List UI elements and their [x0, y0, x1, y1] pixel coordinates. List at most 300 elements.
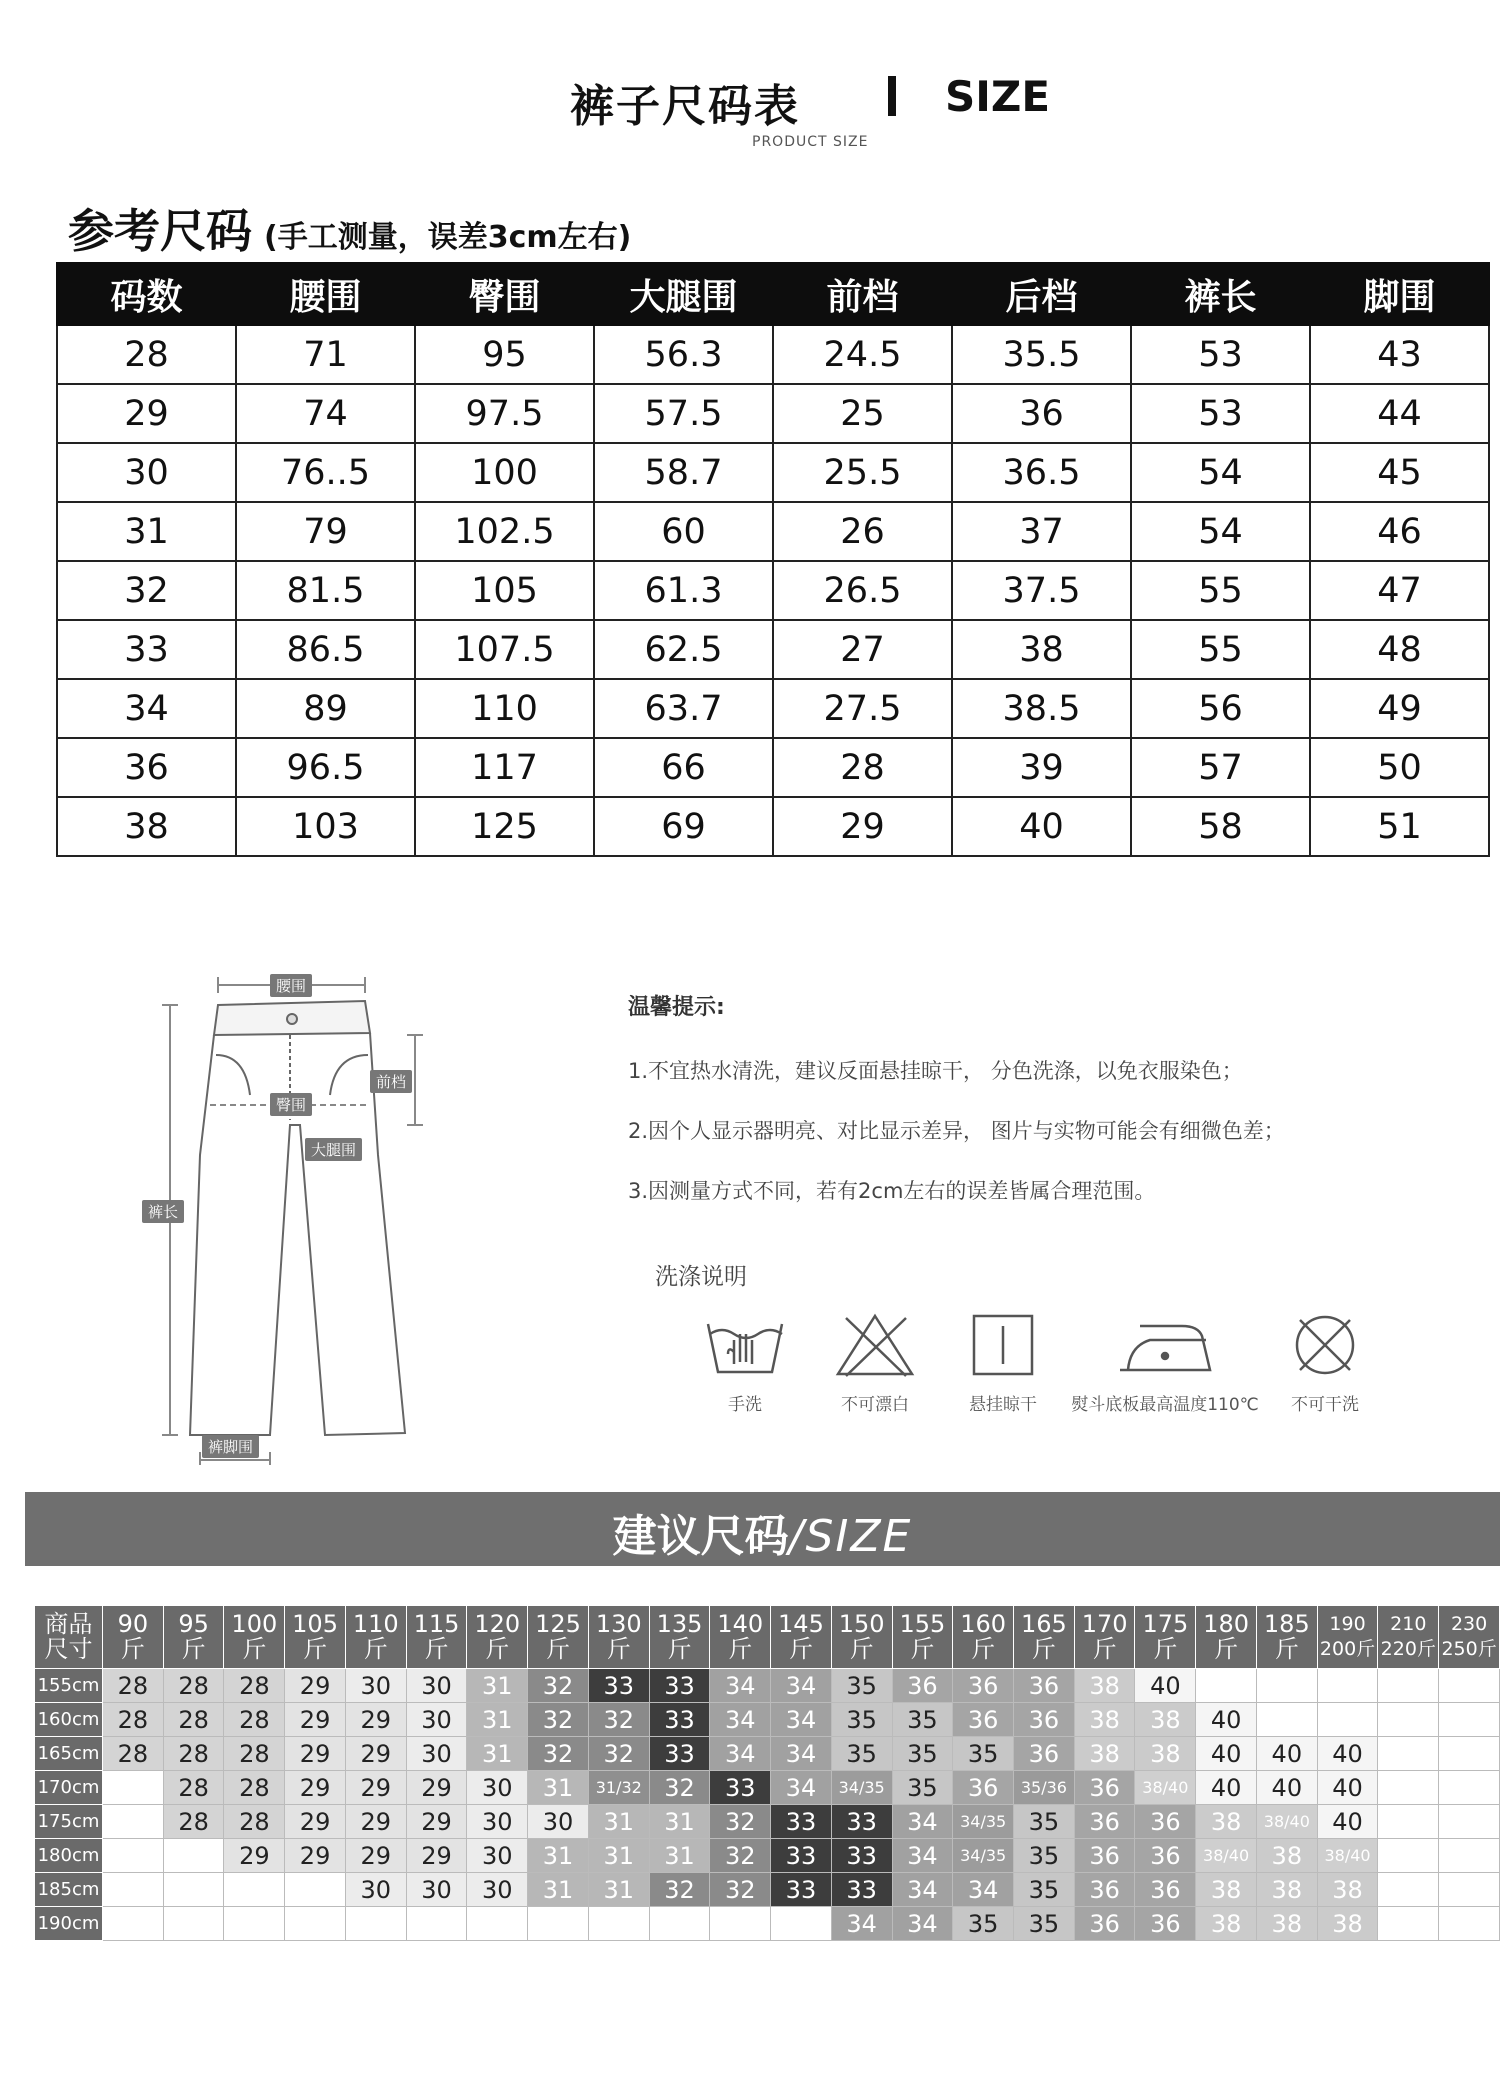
height-label: 175cm [35, 1805, 103, 1839]
table-cell: 57.5 [594, 384, 773, 443]
table-cell: 76..5 [236, 443, 415, 502]
weight-value: 210 [1390, 1613, 1427, 1635]
reference-note: (手工测量，误差3cm左右) [264, 220, 632, 255]
size-cell: 34 [771, 1669, 832, 1703]
table-cell: 29 [773, 797, 952, 856]
size-cell [103, 1907, 164, 1941]
weight-unit: 斤 [728, 1635, 753, 1663]
size-cell: 40 [1317, 1737, 1378, 1771]
care-item-no-dry-clean [1240, 1310, 1410, 1415]
size-cell: 28 [163, 1703, 224, 1737]
size-cell: 35 [1014, 1907, 1075, 1941]
table-cell: 55 [1131, 561, 1310, 620]
front-rise-label: 前档 [370, 1070, 412, 1093]
size-cell: 29 [345, 1771, 406, 1805]
size-cell: 38 [1317, 1873, 1378, 1907]
weight-unit: 斤 [181, 1635, 206, 1663]
size-cell: 29 [345, 1737, 406, 1771]
weight-unit: 斤 [606, 1635, 631, 1663]
table-cell: 58.7 [594, 443, 773, 502]
size-cell: 36 [1074, 1839, 1135, 1873]
weight-unit: 斤 [363, 1635, 388, 1663]
table-cell: 33 [57, 620, 236, 679]
height-row [35, 1873, 1500, 1907]
table-cell: 60 [594, 502, 773, 561]
size-cell: 32 [649, 1873, 710, 1907]
weight-column-header [1317, 1606, 1378, 1669]
page-header [0, 62, 1500, 150]
pants-measurement-diagram [130, 955, 460, 1465]
size-cell: 40 [1196, 1771, 1257, 1805]
size-cell: 30 [406, 1737, 467, 1771]
table-cell: 69 [594, 797, 773, 856]
size-cell [1317, 1703, 1378, 1737]
weight-unit: 220斤 [1380, 1638, 1436, 1660]
weight-header-row [35, 1606, 1500, 1669]
weight-column-header [892, 1606, 953, 1669]
size-cell: 29 [285, 1737, 346, 1771]
size-cell [1317, 1669, 1378, 1703]
height-row [35, 1703, 1500, 1737]
size-cell: 33 [771, 1839, 832, 1873]
size-cell: 29 [345, 1703, 406, 1737]
size-cell [1439, 1737, 1500, 1771]
weight-column-header [831, 1606, 892, 1669]
size-cell: 33 [710, 1771, 771, 1805]
tips-title: 温馨提示: [628, 995, 725, 1020]
size-cell [103, 1805, 164, 1839]
size-cell: 34 [710, 1737, 771, 1771]
size-cell: 31 [528, 1873, 589, 1907]
weight-unit: 斤 [546, 1635, 570, 1663]
column-header: 臀围 [415, 263, 594, 325]
size-cell: 32 [528, 1703, 589, 1737]
weight-value: 170 [1081, 1610, 1128, 1638]
size-cell [1439, 1839, 1500, 1873]
size-cell: 34 [831, 1907, 892, 1941]
thigh-label: 大腿围 [305, 1138, 362, 1161]
table-cell: 24.5 [773, 325, 952, 384]
size-cell: 40 [1317, 1771, 1378, 1805]
table-cell: 63.7 [594, 679, 773, 738]
column-header: 裤长 [1131, 263, 1310, 325]
weight-value: 130 [595, 1610, 642, 1638]
column-header: 大腿围 [594, 263, 773, 325]
corner-label: 商品 [44, 1610, 93, 1638]
tip-line: 3.因测量方式不同，若有2cm左右的误差皆属合理范围。 [628, 1179, 1156, 1203]
size-cell: 38 [1196, 1907, 1257, 1941]
size-cell [1439, 1873, 1500, 1907]
size-cell [163, 1907, 224, 1941]
size-cell: 31 [588, 1805, 649, 1839]
hang-dry-icon [958, 1310, 1048, 1380]
page-title: 裤子尺码表 [570, 81, 800, 132]
weight-value: 165 [1020, 1610, 1067, 1638]
size-cell [1378, 1805, 1439, 1839]
size-cell: 29 [345, 1805, 406, 1839]
weight-value: 90 [117, 1610, 149, 1638]
weight-column-header [1378, 1606, 1439, 1669]
suggest-banner [25, 1492, 1500, 1566]
weight-value: 120 [474, 1610, 521, 1638]
table-cell: 86.5 [236, 620, 415, 679]
height-label: 155cm [35, 1669, 103, 1703]
size-cell: 33 [771, 1873, 832, 1907]
size-cell: 32 [588, 1737, 649, 1771]
size-cell: 38 [1317, 1907, 1378, 1941]
table-cell: 61.3 [594, 561, 773, 620]
height-row [35, 1737, 1500, 1771]
weight-unit: 斤 [788, 1635, 813, 1663]
column-header: 码数 [57, 263, 236, 325]
hem-label: 裤脚围 [202, 1435, 259, 1458]
size-cell: 30 [528, 1805, 589, 1839]
weight-column-header [103, 1606, 164, 1669]
reference-table-body [57, 325, 1489, 856]
size-cell: 35 [892, 1771, 953, 1805]
size-cell: 31 [588, 1839, 649, 1873]
table-cell: 36 [952, 384, 1131, 443]
weight-unit: 斤 [1274, 1635, 1299, 1663]
size-cell [103, 1873, 164, 1907]
size-cell: 30 [406, 1703, 467, 1737]
size-cell: 29 [285, 1839, 346, 1873]
size-cell: 36 [1014, 1669, 1075, 1703]
weight-unit: 斤 [120, 1635, 145, 1663]
table-cell: 103 [236, 797, 415, 856]
weight-unit: 斤 [971, 1635, 996, 1663]
size-cell: 28 [103, 1669, 164, 1703]
size-cell: 34 [892, 1873, 953, 1907]
no-dry-clean-icon [1280, 1310, 1370, 1380]
table-cell: 97.5 [415, 384, 594, 443]
table-cell: 50 [1310, 738, 1489, 797]
size-cell [285, 1907, 346, 1941]
height-row [35, 1839, 1500, 1873]
table-cell: 49 [1310, 679, 1489, 738]
weight-column-header [1014, 1606, 1075, 1669]
weight-unit: 250斤 [1441, 1638, 1497, 1660]
weight-unit: 斤 [667, 1635, 692, 1663]
size-cell: 28 [103, 1737, 164, 1771]
height-row [35, 1907, 1500, 1941]
tip-line: 2.因个人显示器明亮、对比显示差异， 图片与实物可能会有细微色差； [628, 1119, 1285, 1143]
table-cell: 26.5 [773, 561, 952, 620]
size-cell [1196, 1669, 1257, 1703]
table-cell: 125 [415, 797, 594, 856]
table-cell: 54 [1131, 443, 1310, 502]
size-cell [103, 1839, 164, 1873]
table-cell: 57 [1131, 738, 1310, 797]
size-cell: 33 [831, 1873, 892, 1907]
size-cell: 29 [406, 1805, 467, 1839]
size-cell: 30 [406, 1669, 467, 1703]
size-cell: 36 [1135, 1873, 1196, 1907]
table-cell: 71 [236, 325, 415, 384]
weight-value: 95 [178, 1610, 209, 1638]
height-label: 160cm [35, 1703, 103, 1737]
size-cell [1439, 1669, 1500, 1703]
weight-unit: 斤 [485, 1635, 510, 1663]
table-cell: 27 [773, 620, 952, 679]
reference-heading [68, 195, 631, 261]
size-cell: 29 [285, 1703, 346, 1737]
size-cell: 34/35 [953, 1805, 1014, 1839]
size-cell [1378, 1771, 1439, 1805]
size-cell: 40 [1256, 1737, 1317, 1771]
size-cell: 32 [710, 1873, 771, 1907]
size-cell: 29 [406, 1771, 467, 1805]
table-cell: 27.5 [773, 679, 952, 738]
size-cell [1378, 1873, 1439, 1907]
size-cell: 29 [285, 1771, 346, 1805]
table-cell: 43 [1310, 325, 1489, 384]
size-cell: 35 [892, 1737, 953, 1771]
size-cell: 31 [467, 1737, 528, 1771]
size-cell: 31 [467, 1669, 528, 1703]
size-cell: 28 [163, 1737, 224, 1771]
table-cell: 81.5 [236, 561, 415, 620]
size-cell [1378, 1839, 1439, 1873]
size-cell: 40 [1256, 1771, 1317, 1805]
weight-value: 230 [1450, 1613, 1488, 1635]
suggested-size-grid [34, 1605, 1500, 1941]
size-cell: 40 [1135, 1669, 1196, 1703]
size-cell: 38 [1135, 1703, 1196, 1737]
size-cell: 35 [953, 1737, 1014, 1771]
table-cell: 47 [1310, 561, 1489, 620]
care-label: 不可漂白 [841, 1395, 909, 1415]
size-cell: 34 [771, 1771, 832, 1805]
weight-unit: 200斤 [1319, 1638, 1376, 1660]
weight-value: 185 [1263, 1610, 1310, 1638]
table-row [57, 502, 1489, 561]
weight-unit: 斤 [849, 1635, 874, 1663]
weight-column-header [1439, 1606, 1500, 1669]
size-cell [1439, 1703, 1500, 1737]
size-cell [285, 1873, 346, 1907]
weight-column-header [528, 1606, 589, 1669]
weight-column-header [649, 1606, 710, 1669]
table-row [57, 384, 1489, 443]
waist-label: 腰围 [270, 974, 312, 997]
size-cell: 38 [1074, 1669, 1135, 1703]
weight-column-header [345, 1606, 406, 1669]
size-cell: 36 [1074, 1873, 1135, 1907]
size-cell: 31 [649, 1839, 710, 1873]
table-cell: 32 [57, 561, 236, 620]
table-cell: 96.5 [236, 738, 415, 797]
weight-value: 125 [535, 1610, 581, 1638]
size-cell: 34 [710, 1669, 771, 1703]
banner-title-en: /SIZE [788, 1511, 913, 1562]
length-label: 裤长 [142, 1200, 184, 1223]
size-cell: 40 [1196, 1703, 1257, 1737]
hip-label: 臀围 [270, 1093, 312, 1116]
size-cell: 36 [1014, 1737, 1075, 1771]
weight-column-header [710, 1606, 771, 1669]
size-cell: 28 [224, 1703, 285, 1737]
size-cell: 33 [649, 1703, 710, 1737]
size-cell: 35 [1014, 1873, 1075, 1907]
size-cell [345, 1907, 406, 1941]
table-cell: 26 [773, 502, 952, 561]
table-cell: 25 [773, 384, 952, 443]
size-cell: 28 [224, 1805, 285, 1839]
care-label: 不可干洗 [1291, 1395, 1359, 1415]
weight-column-header [467, 1606, 528, 1669]
table-cell: 29 [57, 384, 236, 443]
tips-section [628, 990, 1448, 1203]
size-cell [1378, 1907, 1439, 1941]
size-cell: 28 [224, 1669, 285, 1703]
table-header-row [57, 263, 1489, 325]
weight-value: 190 [1329, 1613, 1366, 1635]
table-cell: 79 [236, 502, 415, 561]
size-cell [1378, 1703, 1439, 1737]
table-cell: 107.5 [415, 620, 594, 679]
table-cell: 110 [415, 679, 594, 738]
height-label: 190cm [35, 1907, 103, 1941]
height-label: 170cm [35, 1771, 103, 1805]
size-cell: 32 [710, 1805, 771, 1839]
size-cell: 34 [953, 1873, 1014, 1907]
size-cell: 29 [224, 1839, 285, 1873]
size-cell [224, 1873, 285, 1907]
table-cell: 34 [57, 679, 236, 738]
grid-corner-header [35, 1606, 103, 1669]
size-cell: 38/40 [1317, 1839, 1378, 1873]
weight-column-header [1074, 1606, 1135, 1669]
size-cell: 36 [1074, 1805, 1135, 1839]
size-cell: 31 [588, 1873, 649, 1907]
table-row [57, 325, 1489, 384]
weight-unit: 斤 [242, 1635, 267, 1663]
weight-unit: 斤 [1092, 1635, 1117, 1663]
table-cell: 44 [1310, 384, 1489, 443]
column-header: 前档 [773, 263, 952, 325]
column-header: 脚围 [1310, 263, 1489, 325]
size-cell: 36 [1014, 1703, 1075, 1737]
table-cell: 38 [57, 797, 236, 856]
height-row [35, 1805, 1500, 1839]
size-cell: 36 [1135, 1805, 1196, 1839]
size-cell: 35 [831, 1703, 892, 1737]
table-cell: 53 [1131, 325, 1310, 384]
reference-title: 参考尺码 [68, 204, 252, 258]
size-cell: 38 [1256, 1839, 1317, 1873]
weight-column-header [588, 1606, 649, 1669]
size-cell [163, 1873, 224, 1907]
size-cell: 30 [467, 1839, 528, 1873]
weight-value: 140 [717, 1610, 764, 1638]
table-cell: 36.5 [952, 443, 1131, 502]
size-cell: 38 [1256, 1873, 1317, 1907]
size-cell [771, 1907, 832, 1941]
care-label: 手洗 [728, 1395, 762, 1415]
table-cell: 58 [1131, 797, 1310, 856]
table-cell: 89 [236, 679, 415, 738]
table-cell: 30 [57, 443, 236, 502]
table-cell: 38.5 [952, 679, 1131, 738]
size-cell: 36 [1135, 1907, 1196, 1941]
table-cell: 46 [1310, 502, 1489, 561]
size-cell: 36 [953, 1703, 1014, 1737]
weight-value: 100 [231, 1610, 278, 1638]
table-cell: 95 [415, 325, 594, 384]
weight-column-header [163, 1606, 224, 1669]
size-cell: 29 [285, 1805, 346, 1839]
weight-column-header [285, 1606, 346, 1669]
size-cell: 32 [588, 1703, 649, 1737]
weight-value: 180 [1203, 1610, 1249, 1638]
size-cell: 30 [345, 1669, 406, 1703]
table-cell: 38 [952, 620, 1131, 679]
size-cell: 30 [345, 1873, 406, 1907]
weight-value: 105 [292, 1610, 338, 1638]
column-header: 后档 [952, 263, 1131, 325]
weight-unit: 斤 [1031, 1635, 1056, 1663]
table-cell: 31 [57, 502, 236, 561]
weight-unit: 斤 [303, 1635, 328, 1663]
size-cell: 30 [467, 1873, 528, 1907]
size-cell: 34 [892, 1805, 953, 1839]
size-cell: 38 [1256, 1907, 1317, 1941]
size-cell [1378, 1737, 1439, 1771]
table-cell: 102.5 [415, 502, 594, 561]
table-row [57, 797, 1489, 856]
iron-icon [1110, 1310, 1220, 1380]
weight-column-header [953, 1606, 1014, 1669]
size-cell: 33 [588, 1669, 649, 1703]
weight-unit: 斤 [424, 1635, 449, 1663]
column-header: 腰围 [236, 263, 415, 325]
hand-wash-icon [700, 1310, 790, 1380]
table-cell: 28 [57, 325, 236, 384]
size-cell: 36 [953, 1771, 1014, 1805]
suggest-banner-title [25, 1500, 1500, 1564]
height-label: 180cm [35, 1839, 103, 1873]
size-cell: 29 [406, 1839, 467, 1873]
weight-value: 150 [838, 1610, 885, 1638]
size-cell [1256, 1703, 1317, 1737]
size-cell [649, 1907, 710, 1941]
size-cell: 28 [163, 1771, 224, 1805]
size-cell: 38/40 [1256, 1805, 1317, 1839]
size-cell: 32 [649, 1771, 710, 1805]
size-cell: 32 [528, 1737, 589, 1771]
size-cell: 38 [1074, 1703, 1135, 1737]
weight-unit: 斤 [1214, 1635, 1239, 1663]
size-cell: 38/40 [1135, 1771, 1196, 1805]
size-cell: 34 [771, 1703, 832, 1737]
weight-unit: 斤 [1153, 1635, 1178, 1663]
table-cell: 45 [1310, 443, 1489, 502]
size-cell: 31 [467, 1703, 528, 1737]
height-row [35, 1771, 1500, 1805]
table-cell: 25.5 [773, 443, 952, 502]
size-cell: 36 [892, 1669, 953, 1703]
size-cell: 28 [224, 1737, 285, 1771]
size-cell: 34/35 [953, 1839, 1014, 1873]
size-cell: 28 [224, 1771, 285, 1805]
table-cell: 66 [594, 738, 773, 797]
care-label: 熨斗底板最高温度110℃ [1071, 1395, 1259, 1415]
size-cell [163, 1839, 224, 1873]
size-cell: 34 [892, 1839, 953, 1873]
size-cell: 33 [831, 1805, 892, 1839]
size-cell: 30 [467, 1805, 528, 1839]
